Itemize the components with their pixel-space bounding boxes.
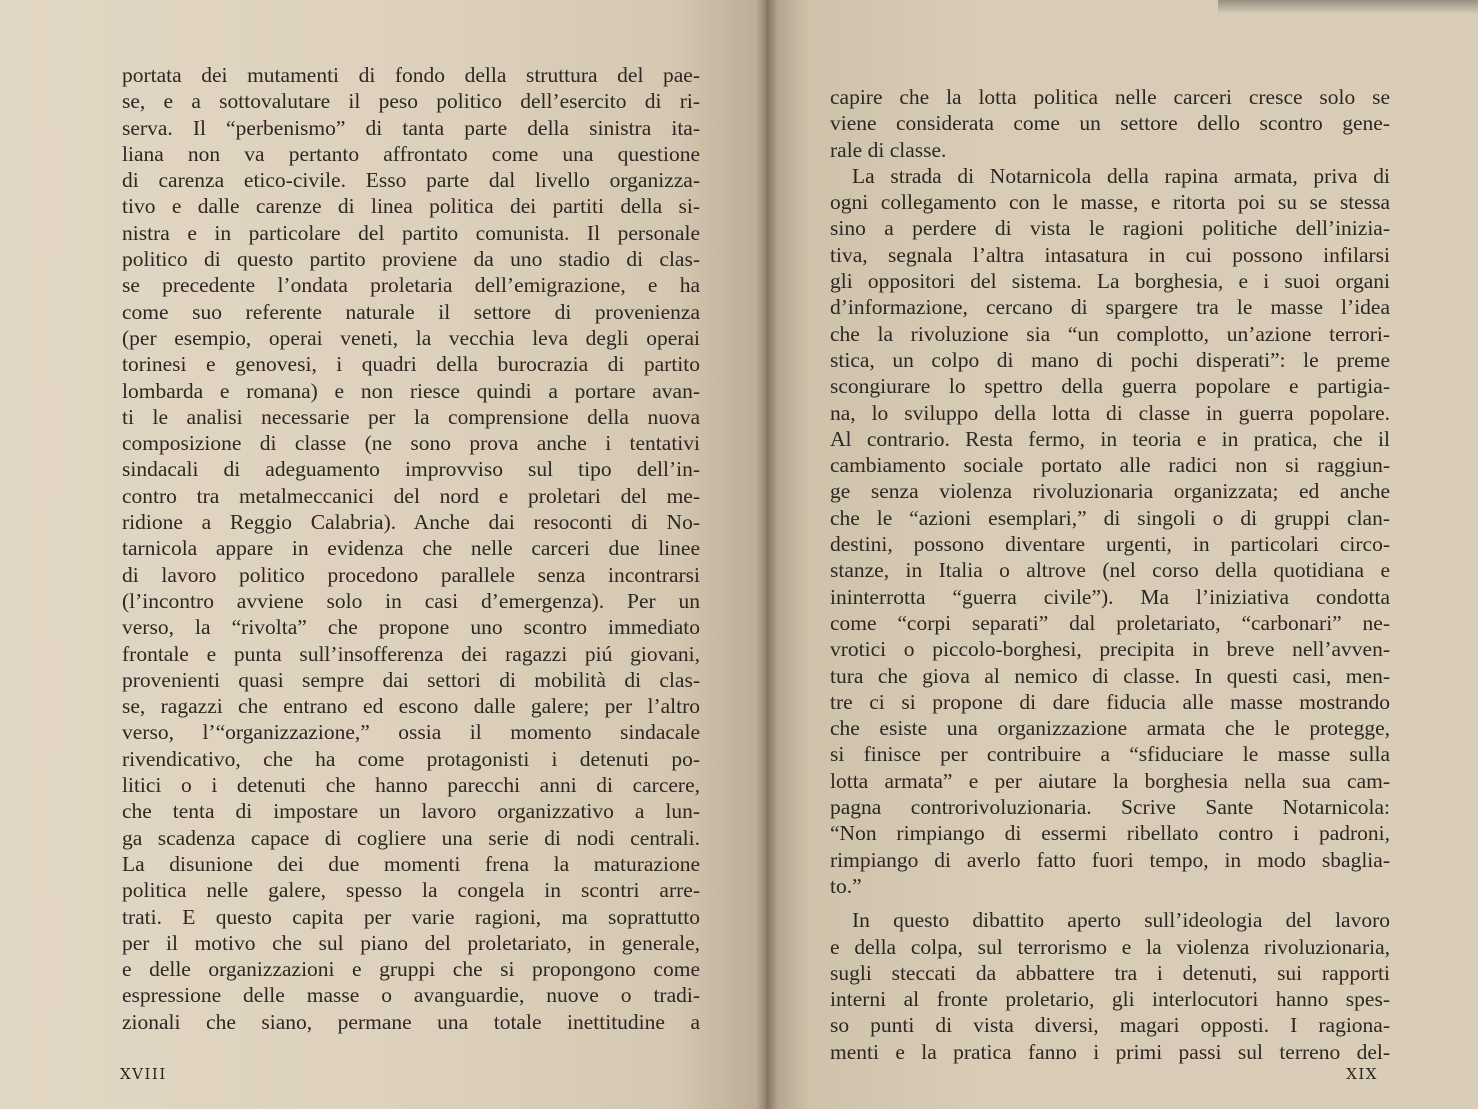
text-line: cambiamento sociale portato alle radici non si raggiun- bbox=[830, 453, 1390, 478]
text-line: se, e a sottovalutare il peso politico dell’esercito di ri- bbox=[122, 89, 700, 114]
text-line: d’informazione, cercano di spargere tra le masse l’idea bbox=[830, 295, 1390, 320]
left-page-text bbox=[122, 62, 700, 1035]
book-gutter bbox=[756, 0, 778, 1109]
text-line: se precedente l’ondata proletaria dell’emigrazione, e ha bbox=[122, 273, 700, 298]
text-line: di lavoro politico procedono parallele senza incontrarsi bbox=[122, 562, 700, 587]
text-line: provenienti quasi sempre dai settori di mobilità di clas- bbox=[122, 667, 700, 692]
text-line: gli oppositori del sistema. La borghesia, e i suoi organi bbox=[830, 269, 1390, 294]
right-page-number: XIX bbox=[1346, 1065, 1378, 1083]
text-line: che tenta di impostare un lavoro organizzativo a lun- bbox=[122, 799, 700, 824]
text-line: tiva, segnala l’altra intasatura in cui possono infilarsi bbox=[830, 242, 1390, 267]
text-line: sugli steccati da abbattere tra i detenuti, sui rapporti bbox=[830, 960, 1390, 985]
text-line: e della colpa, sul terrorismo e la violenza rivoluzionaria, bbox=[830, 934, 1390, 959]
text-line: scongiurare lo spettro della guerra popolare e partigia- bbox=[830, 374, 1390, 399]
text-line: e delle organizzazioni e gruppi che si propongono come bbox=[122, 957, 700, 982]
text-line: frontale e punta sull’insofferenza dei ragazzi piú giovani, bbox=[122, 641, 700, 666]
text-line: destini, possono diventare urgenti, in particolari circo- bbox=[830, 532, 1390, 557]
text-line: ga scadenza capace di cogliere una serie di nodi centrali. bbox=[122, 825, 700, 850]
text-line: to.” bbox=[830, 873, 862, 898]
text-line: zionali che siano, permane una totale inettitudine a bbox=[122, 1009, 700, 1034]
text-line: tivo e dalle carenze di linea politica dei partiti della si- bbox=[122, 194, 700, 219]
text-line: ridione a Reggio Calabria). Anche dai resoconti di No- bbox=[122, 510, 700, 535]
text-line: ininterrotta “guerra civile”). Ma l’iniziativa condotta bbox=[830, 584, 1390, 609]
text-line: rimpiango di averlo fatto fuori tempo, in modo sbaglia- bbox=[830, 847, 1390, 872]
text-line: portata dei mutamenti di fondo della struttura del pae- bbox=[122, 63, 700, 87]
text-line: viene considerata come un settore dello scontro gene- bbox=[830, 111, 1390, 136]
text-line: stica, un colpo di mano di pochi disperati”: le preme bbox=[830, 347, 1390, 372]
text-line: menti e la pratica fanno i primi passi sul terreno del- bbox=[830, 1039, 1390, 1064]
text-line: ogni collegamento con le masse, e ritorta poi su se stessa bbox=[830, 190, 1390, 215]
text-line: ge senza violenza rivoluzionaria organizzata; ed anche bbox=[830, 479, 1390, 504]
text-line: liana non va pertanto affrontato come una questione bbox=[122, 141, 700, 166]
text-line: si finisce per contribuire a “sfiduciare le masse sulla bbox=[830, 742, 1390, 767]
text-line: sindacali di adeguamento improvviso sul tipo dell’in- bbox=[122, 457, 700, 482]
text-line: La disunione dei due momenti frena la maturazione bbox=[122, 851, 700, 876]
text-line: composizione di classe (ne sono prova anche i tentativi bbox=[122, 431, 700, 456]
text-line: politica nelle galere, spesso la congela in scontri arre- bbox=[122, 878, 700, 903]
text-line: lombarda e romana) e non riesce quindi a portare avan- bbox=[122, 378, 700, 403]
text-line: come “corpi separati” dal proletariato, “carbonari” ne- bbox=[830, 610, 1390, 635]
paragraph-gap bbox=[830, 899, 1390, 907]
text-line: capire che la lotta politica nelle carceri cresce solo se bbox=[830, 85, 1390, 109]
text-line: nistra e in particolare del partito comunista. Il personale bbox=[122, 220, 700, 245]
text-line: come suo referente naturale il settore di provenienza bbox=[122, 299, 700, 324]
text-line: (l’incontro avviene solo in casi d’emergenza). Per un bbox=[122, 588, 700, 613]
text-line: espressione delle masse o avanguardie, nuove o tradi- bbox=[122, 983, 700, 1008]
text-line: verso, l’“organizzazione,” ossia il momento sindacale bbox=[122, 720, 700, 745]
text-line: politico di questo partito proviene da uno stadio di clas- bbox=[122, 247, 700, 272]
text-line: interni al fronte proletario, gli interlocutori hanno spes- bbox=[830, 987, 1390, 1012]
text-line: In questo dibattito aperto sull’ideologia del lavoro bbox=[852, 908, 1390, 933]
text-line: “Non rimpiango di essermi ribellato contro i padroni, bbox=[830, 821, 1390, 846]
text-line: so punti di vista diversi, magari opposti. I ragiona- bbox=[830, 1013, 1390, 1038]
page-edge bbox=[1218, 0, 1478, 14]
text-line: che esiste una organizzazione armata che le protegge, bbox=[830, 716, 1390, 741]
text-line: na, lo sviluppo della lotta di classe in guerra popolare. bbox=[830, 400, 1390, 425]
text-line: stanze, in Italia o altrove (nel corso della quotidiana e bbox=[830, 558, 1390, 583]
right-page bbox=[766, 0, 1478, 1109]
text-line: (per esempio, operai veneti, la vecchia leva degli operai bbox=[122, 325, 700, 350]
text-line: tre ci si propone di dare fiducia alle masse mostrando bbox=[830, 689, 1390, 714]
text-line: che la rivoluzione sia “un complotto, un’azione terrori- bbox=[830, 321, 1390, 346]
right-page-text bbox=[830, 84, 1390, 1065]
text-line: trati. E questo capita per varie ragioni, ma soprattutto bbox=[122, 904, 700, 929]
text-line: Al contrario. Resta fermo, in teoria e in pratica, che il bbox=[830, 426, 1390, 451]
text-line: pagna controrivoluzionaria. Scrive Sante Notarnicola: bbox=[830, 795, 1390, 820]
text-line: di carenza etico-civile. Esso parte dal livello organizza- bbox=[122, 168, 700, 193]
text-line: La strada di Notarnicola della rapina armata, priva di bbox=[852, 163, 1390, 188]
text-line: vrotici o piccolo-borghesi, precipita in breve nell’avven- bbox=[830, 637, 1390, 662]
left-page-number: XVIII bbox=[120, 1065, 167, 1083]
text-line: tura che giova al nemico di classe. In questi casi, men- bbox=[830, 663, 1390, 688]
text-line: sino a perdere di vista le ragioni politiche dell’inizia- bbox=[830, 216, 1390, 241]
text-line: che le “azioni esemplari,” di singoli o di gruppi clan- bbox=[830, 505, 1390, 530]
text-line: tarnicola appare in evidenza che nelle carceri due linee bbox=[122, 536, 700, 561]
text-line: torinesi e genovesi, i quadri della burocrazia di partito bbox=[122, 352, 700, 377]
text-line: verso, la “rivolta” che propone uno scontro immediato bbox=[122, 615, 700, 640]
text-line: contro tra metalmeccanici del nord e proletari del me- bbox=[122, 483, 700, 508]
text-line: litici o i detenuti che hanno parecchi anni di carcere, bbox=[122, 773, 700, 798]
text-line: rale di classe. bbox=[830, 137, 947, 162]
text-line: ti le analisi necessarie per la comprensione della nuova bbox=[122, 404, 700, 429]
text-line: rivendicativo, che ha come protagonisti i detenuti po- bbox=[122, 746, 700, 771]
text-line: lotta armata” e per aiutare la borghesia nella sua cam- bbox=[830, 768, 1390, 793]
text-line: serva. Il “perbenismo” di tanta parte della sinistra ita- bbox=[122, 115, 700, 140]
text-line: per il motivo che sul piano del proletariato, in generale, bbox=[122, 930, 700, 955]
text-line: se, ragazzi che entrano ed escono dalle galere; per l’altro bbox=[122, 694, 700, 719]
